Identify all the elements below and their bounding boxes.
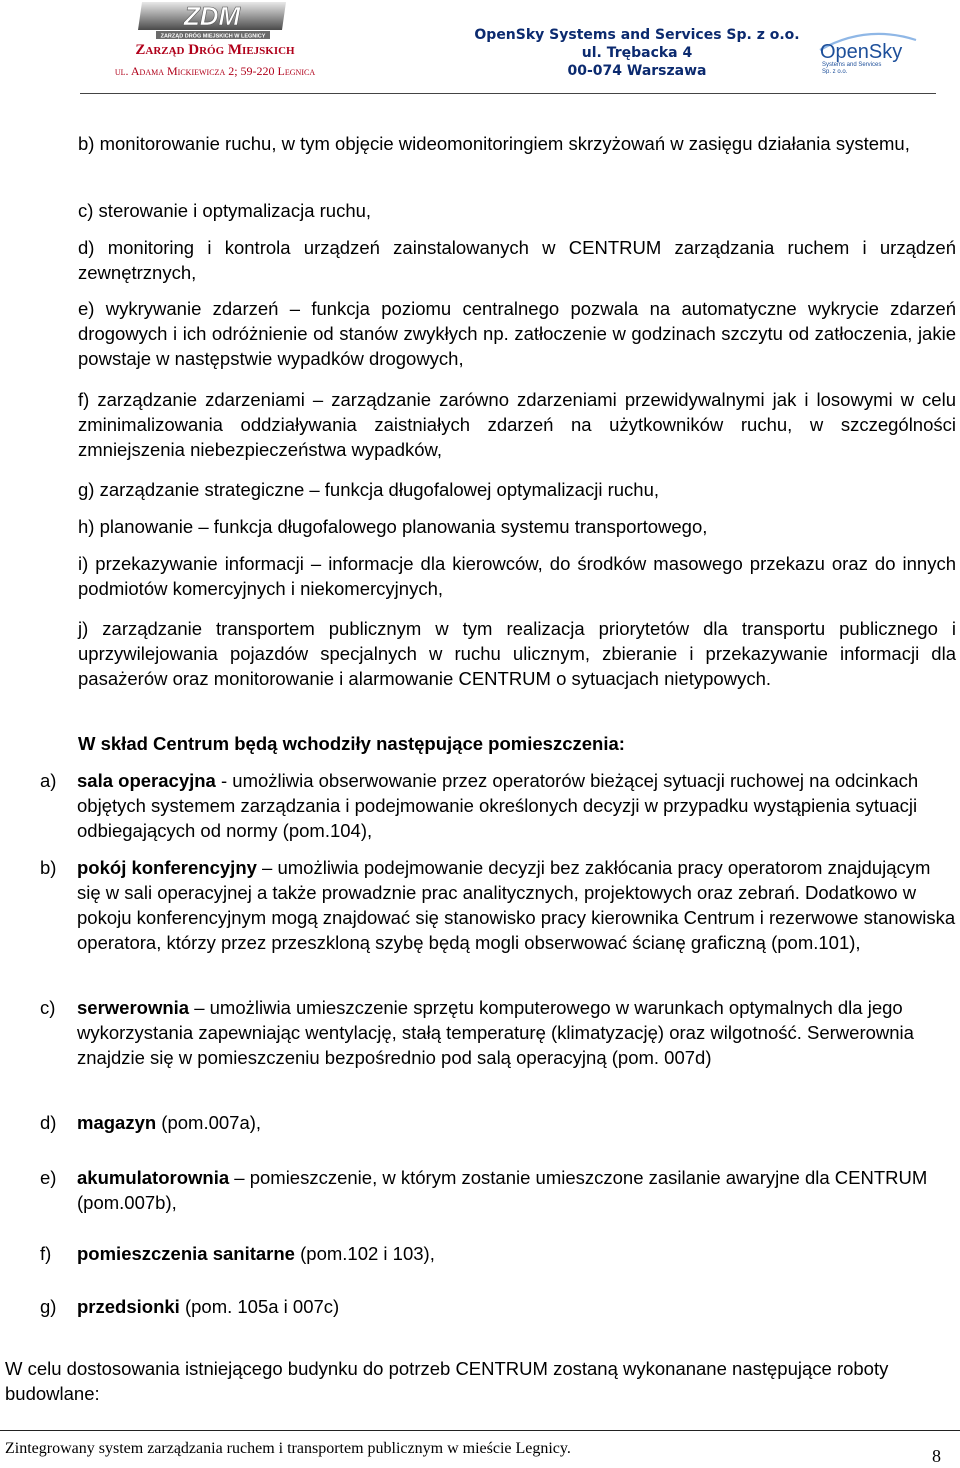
item-d: d) monitoring i kontrola urządzeń zainstalowanych w CENTRUM zarządzania ruchem i urządzeń zewnętrznych, <box>78 237 956 283</box>
list-marker: b) <box>40 857 57 878</box>
room-name: serwerownia <box>77 997 190 1018</box>
opensky-logo-sub2: Sp. z o.o. <box>822 69 848 74</box>
room-name: pomieszczenia sanitarne <box>77 1243 295 1264</box>
room-description: (pom. 105a i 007c) <box>179 1296 340 1317</box>
room-name: przedsionki <box>77 1296 180 1317</box>
zdm-logo <box>136 0 290 42</box>
item-c: c) sterowanie i optymalizacja ruchu, <box>78 200 372 221</box>
item-h: h) planowanie – funkcja długofalowego planowania systemu transportowego, <box>78 516 708 537</box>
item-e: e) wykrywanie zdarzeń – funkcja poziomu centralnego pozwala na automatyczne wykrycie zdarzeń drogowych i ich odróżnienie od stanów zwykłych np. zatłoczenie w godzinach szczytu od zatłoczenia, jakie powstaje w następstwie wypadków drogowych, <box>78 298 956 369</box>
item-b: b) monitorowanie ruchu, w tym objęcie wideomonitoringiem skrzyżowań w zasięgu działania systemu, <box>78 133 910 154</box>
header-divider <box>80 93 936 94</box>
closing-paragraph: W celu dostosowania istniejącego budynku do potrzeb CENTRUM zostaną wykonanane następujące roboty budowlane: <box>5 1358 889 1404</box>
item-f: f) zarządzanie zdarzeniami – zarządzanie zarówno zdarzeniami przewidywalnymi jak i losowymi w celu zminimalizowania oddziaływania zaistniałych zdarzeń na użytkowników ruchu, w szczególności zmniejszenia niebezpieczeństwa wypadków, <box>78 389 956 460</box>
zdm-name: Zarząd Dróg Miejskich <box>135 42 295 58</box>
room-description: - umożliwia obserwowanie przez operatorów bieżącej sytuacji ruchowej na odcinkach objętych systemem zarządzania i podejmowanie określonych decyzji w przypadku wystąpienia sytuacji odbiegających od normy (pom.104), <box>77 770 919 841</box>
opensky-logo-text: OpenSky <box>820 41 903 63</box>
room-name: akumulatorownia <box>77 1167 230 1188</box>
list-marker: d) <box>40 1112 57 1133</box>
list-marker: e) <box>40 1167 57 1188</box>
item-g: g) zarządzanie strategiczne – funkcja długofalowej optymalizacji ruchu, <box>78 479 659 500</box>
item-i: i) przekazywanie informacji – informacje dla kierowców, do środków masowego przekazu oraz do innych podmiotów komercyjnych i niekomercyjnych, <box>78 553 956 599</box>
company-name: OpenSky Systems and Services Sp. z o.o. <box>474 27 800 43</box>
room-description: (pom.007a), <box>156 1112 262 1133</box>
room-description: – umożliwia umieszczenie sprzętu komputerowego w warunkach optymalnych dla jego wykorzystania zapewniając wentylację, stałą temperaturę (klimatyzację) oraz wilgotność. Serwerownia znajdzie się w pomieszczeniu bezpośrednio pod salą operacyjną (pom. 007d) <box>77 997 914 1068</box>
list-marker: f) <box>40 1243 52 1264</box>
room-description: – umożliwia podejmowanie decyzji bez zakłócania pracy operatorom znajdującym się w sali operacyjnej a także prowadznie prac analitycznych, projektowych oraz zebrań. Dodatkowo w pokoju konferencyjnym mogą znajdować się stanowisko pracy kierownika Centrum i rezerwowe stanowiska operatora, którzy przez przeszkloną szybę będą mogli obserwować ścianę graficzną (pom.101), <box>77 857 956 953</box>
page-number: 8 <box>932 1446 941 1466</box>
zdm-logo-subtext: ZARZĄD DRÓG MIEJSKICH W LEGNICY <box>160 33 266 40</box>
footer-text: Zintegrowany system zarządzania ruchem i transportem publicznym w mieście Legnicy. <box>5 1440 571 1457</box>
list-marker: c) <box>40 997 56 1018</box>
company-city: 00-074 Warszawa <box>567 63 707 79</box>
item-j: j) zarządzanie transportem publicznym w tym realizacja priorytetów dla transportu publicznego i uprzywilejowania pojazdów specjalnych w ruchu ulicznym, zbieranie i przekazywanie informacji dla pasażerów oraz monitorowanie i alarmowanie CENTRUM o sytuacjach nietypowych. <box>78 618 956 689</box>
company-address-block <box>462 26 812 80</box>
opensky-logo-sub1: Systems and Services <box>822 62 882 68</box>
room-description: (pom.102 i 103), <box>294 1243 435 1264</box>
list-marker: a) <box>40 770 57 791</box>
room-name: pokój konferencyjny <box>77 857 257 878</box>
rooms-heading: W skład Centrum będą wchodziły następujące pomieszczenia: <box>78 733 625 754</box>
footer-divider <box>0 1430 960 1431</box>
zdm-logo-text: ZDM <box>183 1 241 31</box>
company-street: ul. Trębacka 4 <box>581 45 693 61</box>
zdm-address: ul. Adama Mickiewicza 2; 59-220 Legnica <box>114 64 316 78</box>
room-name: magazyn <box>77 1112 157 1133</box>
room-name: sala operacyjna <box>77 770 216 791</box>
room-description: – pomieszczenie, w którym zostanie umieszczone zasilanie awaryjne dla CENTRUM (pom.007b), <box>77 1167 928 1213</box>
list-marker: g) <box>40 1296 57 1317</box>
opensky-logo <box>816 30 936 74</box>
page-header <box>0 0 960 96</box>
